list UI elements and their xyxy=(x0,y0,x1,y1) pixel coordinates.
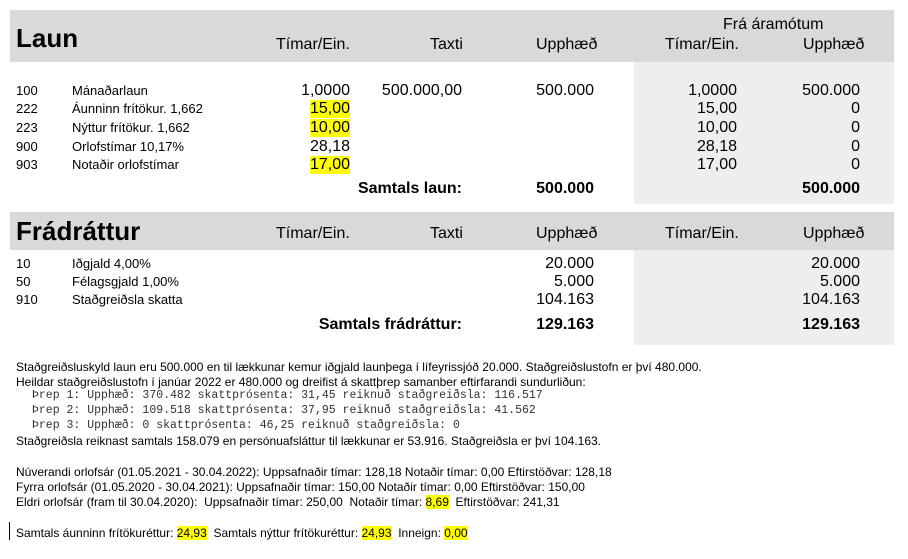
row-ytd-units: 15,00 xyxy=(696,100,737,117)
fradrattur-total-label: Samtals frádráttur: xyxy=(318,316,462,333)
fradrattur-col-units: Tímar/Ein. xyxy=(276,225,350,242)
fritokur-balance-label: Inneign: xyxy=(391,526,445,540)
tax-step-1: Þrep 1: Upphæð: 370.482 skattprósenta: 31,45 reiknuð staðgreiðsla: 116.517 xyxy=(32,389,543,402)
tax-step-3: Þrep 3: Upphæð: 0 skattprósenta: 46,25 reiknuð staðgreiðsla: 0 xyxy=(32,419,460,432)
row-units-highlighted: 15,00 xyxy=(309,100,350,117)
row-code: 903 xyxy=(16,157,38,172)
fritokur-balance-highlighted: 0,00 xyxy=(444,526,468,540)
row-amount: 5.000 xyxy=(553,273,594,290)
orlof-older-used-highlighted: 8,69 xyxy=(425,495,449,509)
fradrattur-col-ytd-units: Tímar/Ein. xyxy=(665,225,739,242)
fritokur-earned-label: Samtals áunninn frítökuréttur: xyxy=(16,526,177,540)
row-code: 10 xyxy=(16,256,31,271)
row-code: 100 xyxy=(16,83,38,98)
note-withholding-total: Staðgreiðsla reiknast samtals 158.079 en persónuafsláttur til lækkunar er 53.916. Staðgreiðsla er því 104.163. xyxy=(16,434,602,448)
row-ytd-amount: 0 xyxy=(851,119,860,136)
orlof-previous-year: Fyrra orlofsár (01.05.2020 - 30.04.2021): Uppsafnaðir tímar: 150,00 Notaðir tímar: 0,00 Eftirstöðvar: 150,00 xyxy=(16,480,585,494)
cursor-caret xyxy=(9,522,10,540)
fritokur-earned-highlighted: 24,93 xyxy=(176,526,207,540)
fradrattur-col-rate: Taxti xyxy=(430,225,463,242)
fradrattur-col-amount: Upphæð xyxy=(536,225,598,242)
laun-ytd-total: 500.000 xyxy=(802,180,860,197)
fritokur-used-highlighted: 24,93 xyxy=(361,526,392,540)
row-label: Félagsgjald 1,00% xyxy=(72,274,179,289)
laun-title: Laun xyxy=(16,23,79,53)
laun-col-units: Tímar/Ein. xyxy=(276,36,350,53)
tax-step-2: Þrep 2: Upphæð: 109.518 skattprósenta: 37,95 reiknuð staðgreiðsla: 41.562 xyxy=(32,404,536,417)
row-ytd-units: 1,0000 xyxy=(688,82,737,99)
row-label: Áunninn frítökur. 1,662 xyxy=(72,101,203,116)
fradrattur-total: 129.163 xyxy=(536,316,594,333)
laun-col-ytd-amount: Upphæð xyxy=(803,36,865,53)
row-rate: 500.000,00 xyxy=(381,82,462,99)
row-code: 50 xyxy=(16,274,31,289)
fritokur-used-label: Samtals nýttur frítökuréttur: xyxy=(206,526,362,540)
row-amount: 104.163 xyxy=(536,291,594,308)
fradrattur-title: Frádráttur xyxy=(16,216,141,246)
row-ytd-units: 17,00 xyxy=(696,156,737,173)
fradrattur-col-ytd-amount: Upphæð xyxy=(803,225,865,242)
laun-total: 500.000 xyxy=(536,180,594,197)
row-ytd-amount: 104.163 xyxy=(802,291,860,308)
note-tax-brackets-intro: Heildar staðgreiðslustofn í janúar 2022 er 480.000 og dreifist á skattþrep samanber eftirfarandi sundurliðun: xyxy=(16,375,586,389)
row-ytd-amount: 0 xyxy=(851,156,860,173)
orlof-older-suffix: Eftirstöðvar: 241,31 xyxy=(448,495,560,509)
row-amount: 20.000 xyxy=(545,255,594,272)
row-units-highlighted: 17,00 xyxy=(309,156,350,173)
laun-total-label: Samtals laun: xyxy=(357,180,462,197)
row-label: Mánaðarlaun xyxy=(72,83,148,98)
row-label: Notaðir orlofstímar xyxy=(72,157,179,172)
note-withholding-base: Staðgreiðsluskyld laun eru 500.000 en til lækkunar kemur iðgjald launþega í lífeyrissjóð 20.000. Staðgreiðslustofn er því 480.000. xyxy=(16,360,702,374)
row-units: 28,18 xyxy=(309,138,350,155)
row-ytd-amount: 0 xyxy=(851,100,860,117)
row-units: 1,0000 xyxy=(301,82,350,99)
row-code: 900 xyxy=(16,139,38,154)
row-ytd-amount: 20.000 xyxy=(811,255,860,272)
row-code: 910 xyxy=(16,292,38,307)
row-label: Orlofstímar 10,17% xyxy=(72,139,184,154)
orlof-older-years xyxy=(16,495,560,509)
fradrattur-ytd-total: 129.163 xyxy=(802,316,860,333)
row-ytd-amount: 5.000 xyxy=(819,273,860,290)
laun-col-rate: Taxti xyxy=(430,36,463,53)
ytd-header: Frá áramótum xyxy=(723,16,824,33)
row-units-highlighted: 10,00 xyxy=(309,119,350,136)
row-ytd-amount: 500.000 xyxy=(802,82,860,99)
row-label: Nýttur frítökur. 1,662 xyxy=(72,120,190,135)
row-ytd-units: 28,18 xyxy=(696,138,737,155)
row-label: Staðgreiðsla skatta xyxy=(72,292,183,307)
row-code: 222 xyxy=(16,101,38,116)
fritokur-summary xyxy=(16,526,468,540)
orlof-older-prefix: Eldri orlofsár (fram til 30.04.2020): Uppsafnaðir tímar: 250,00 Notaðir tímar: xyxy=(16,495,426,509)
laun-col-amount: Upphæð xyxy=(536,36,598,53)
row-label: Iðgjald 4,00% xyxy=(72,256,151,271)
row-ytd-amount: 0 xyxy=(851,138,860,155)
row-amount: 500.000 xyxy=(536,82,594,99)
laun-col-ytd-units: Tímar/Ein. xyxy=(665,36,739,53)
row-code: 223 xyxy=(16,120,38,135)
orlof-current-year: Núverandi orlofsár (01.05.2021 - 30.04.2022): Uppsafnaðir tímar: 128,18 Notaðir tímar: 0,00 Eftirstöðvar: 128,18 xyxy=(16,465,612,479)
row-ytd-units: 10,00 xyxy=(696,119,737,136)
